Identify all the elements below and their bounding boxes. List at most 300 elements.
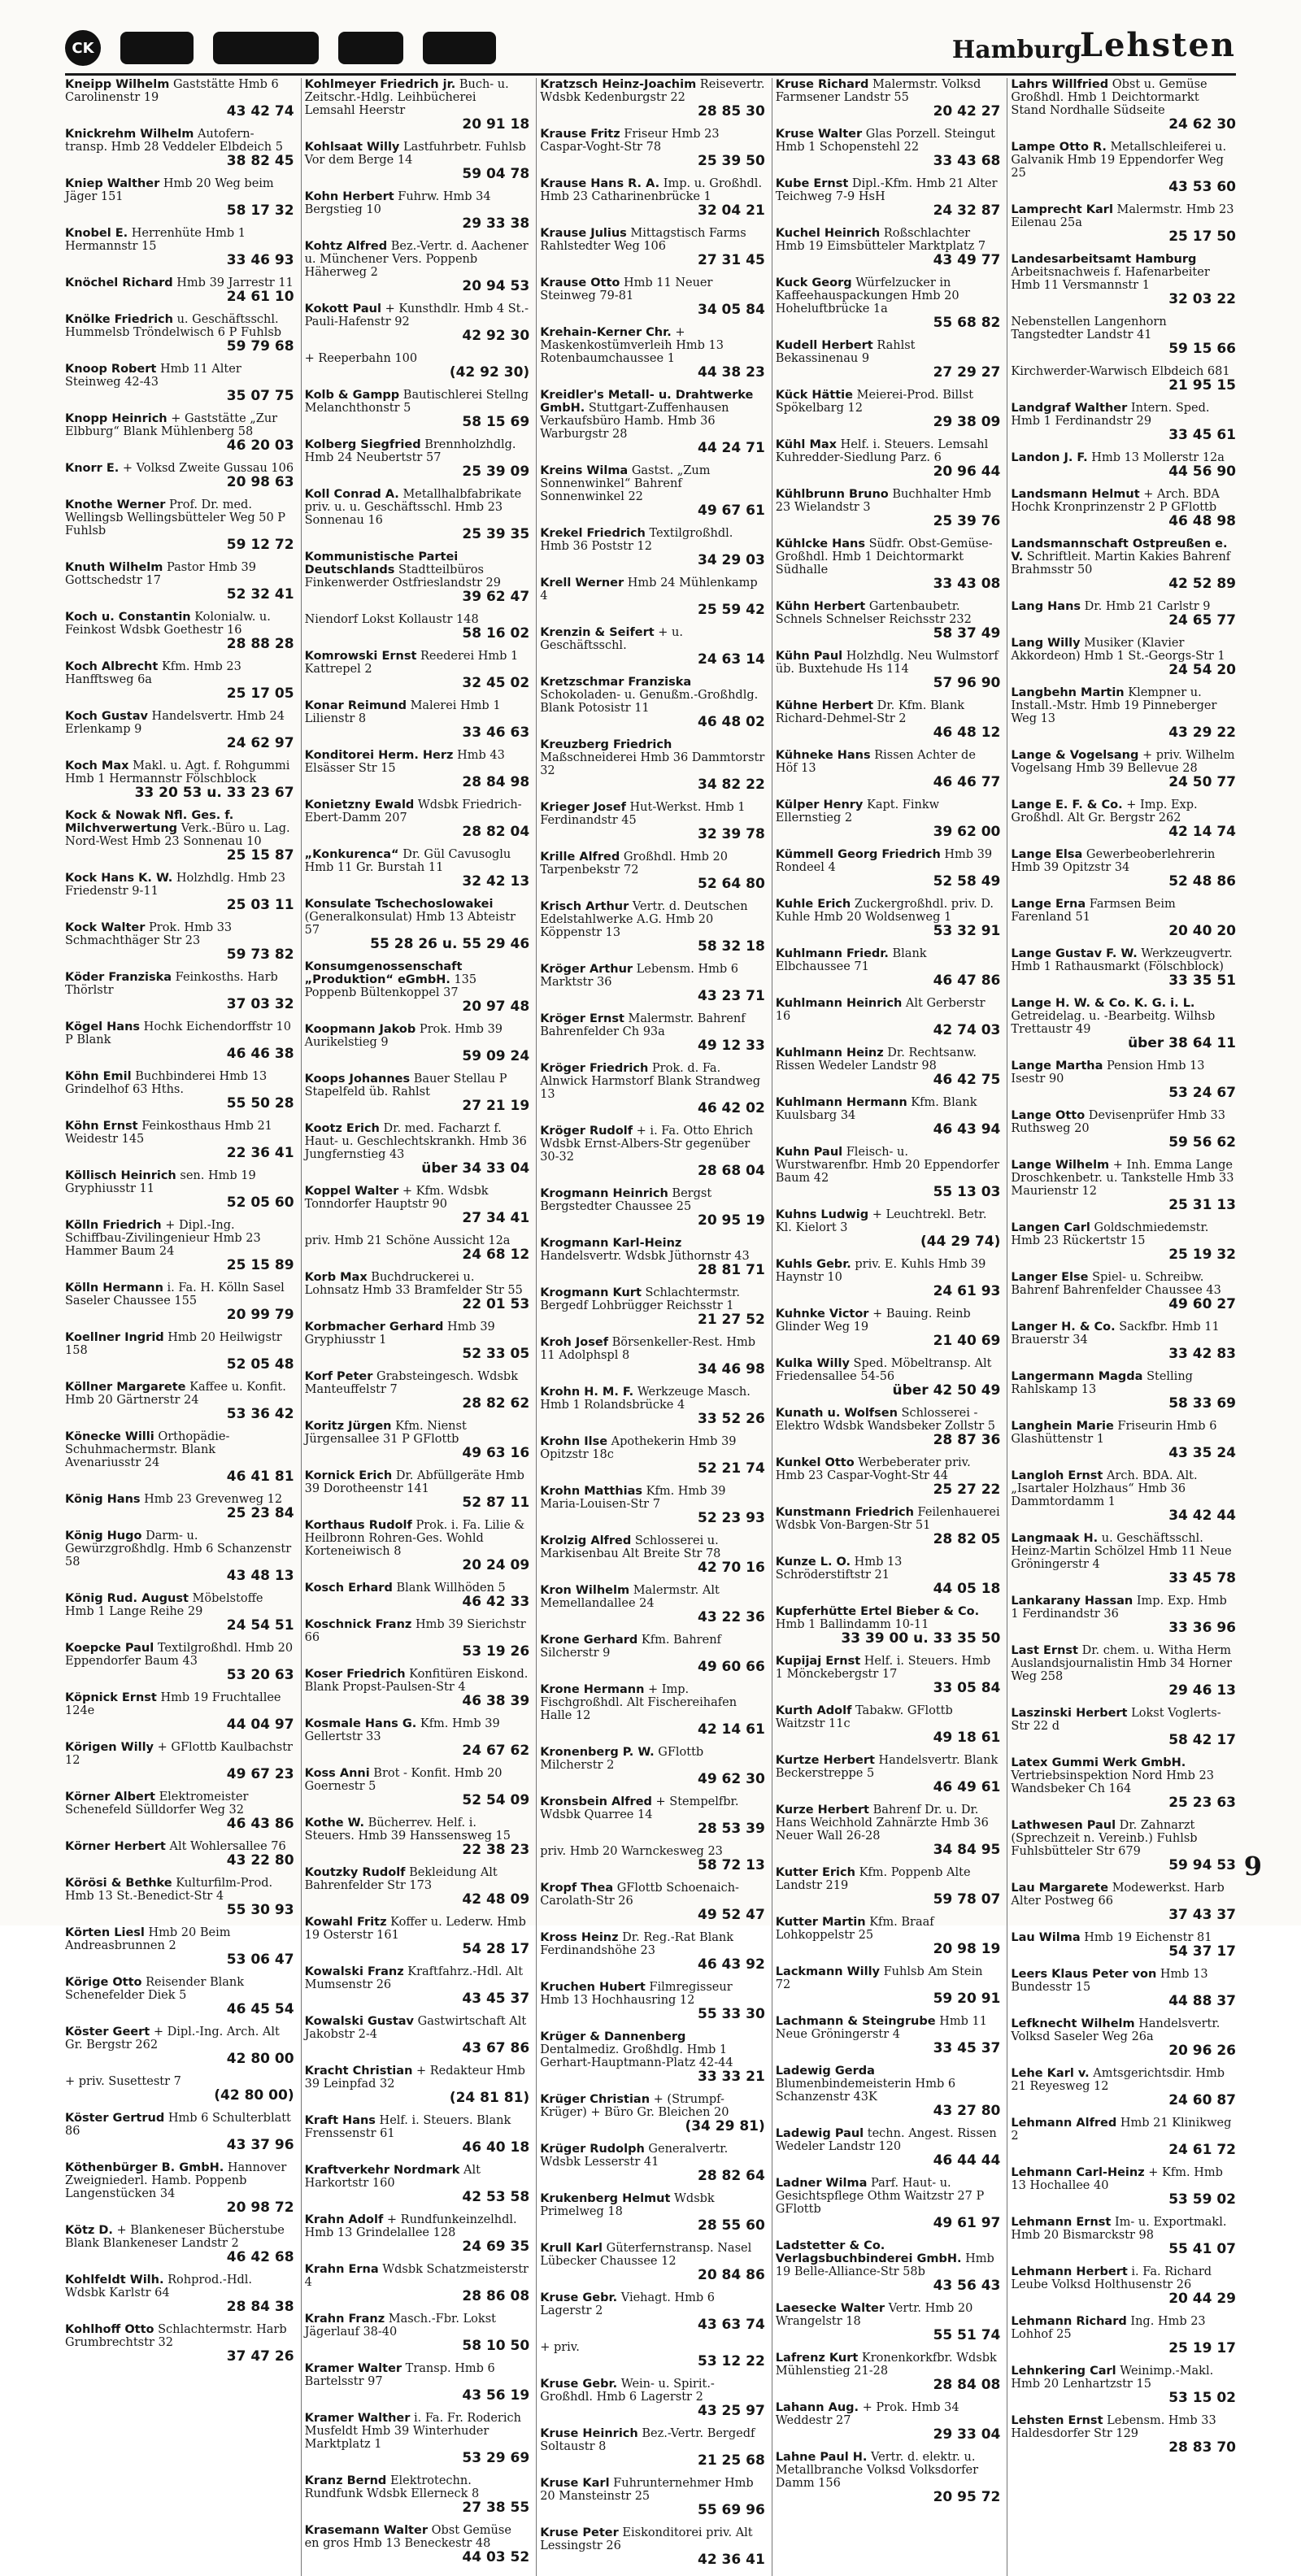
entry-detail: i. Fa. Fr. Roderich Musfeldt Hmb 39 Winterhuder Marktplatz 1: [304, 2412, 521, 2451]
entry-detail: Kfm. Nienst Jürgensallee 31 P GFlottb: [304, 1420, 467, 1446]
entry-phone: 46 43 94: [933, 1121, 1001, 1138]
entry-detail: Lebensm. Hmb 33 Haldesdorfer Str 129: [1011, 2414, 1216, 2440]
entry-detail: Wdsbk Friedrich-Ebert-Damm 207: [304, 798, 522, 825]
entry-phone: 53 24 67: [1168, 1085, 1236, 1101]
entry-detail: Darm- u. Gewürzgroßhdlg. Hmb 6 Schanzenstr 58: [65, 1530, 292, 1569]
directory-entry: [776, 2239, 1001, 2294]
directory-entry: [540, 227, 765, 268]
directory-entry: [1011, 1756, 1236, 1811]
entry-detail: Handelsvertr. Wdsbk Jüthornstr 43: [540, 1250, 750, 1263]
entry-name: Koutzky Rudolf: [304, 1866, 406, 1879]
entry-detail: Sackfbr. Hmb 11 Brauerstr 34: [1011, 1321, 1220, 1347]
entry-name: Lange Otto: [1011, 1109, 1086, 1122]
entry-name: Koops Johannes: [304, 1073, 411, 1086]
entry-phone: 43 23 71: [697, 988, 765, 1004]
entry-phone: 54 28 17: [462, 1941, 530, 1957]
entry-phone: 24 54 51: [226, 1617, 294, 1634]
directory-entry: [776, 1655, 1001, 1696]
entry-name: Landon J. F.: [1011, 451, 1088, 464]
entry-detail: + Reeperbahn 100: [304, 352, 418, 365]
entry-name: Koritz Jürgen: [304, 1420, 392, 1433]
directory-entry: [540, 1435, 765, 1477]
entry-phone: 43 56 19: [462, 2387, 530, 2404]
entry-phone: 28 82 64: [697, 2168, 765, 2184]
entry-name: Konsulate Tschechoslowakei: [304, 898, 494, 911]
entry-phone: 33 46 63: [462, 724, 530, 741]
directory-entry: [1011, 2216, 1236, 2257]
entry-phone: 42 48 09: [462, 1891, 530, 1908]
entry-phone: 52 05 48: [226, 1356, 294, 1373]
directory-entry: [540, 2093, 765, 2134]
entry-detail: Schlosserei - Elektro Wdsbk Wandsbeker Zollstr 5: [775, 1407, 996, 1433]
entry-name: Korb Max: [304, 1271, 368, 1284]
entry-name: Lahann Aug.: [775, 2401, 859, 2414]
entry-detail: Generalvertr. Wdsbk Lesserstr 41: [540, 2143, 729, 2169]
entry-phone: 46 47 86: [933, 973, 1001, 989]
entry-phone: 33 33 21: [697, 2069, 765, 2085]
entry-phone: 58 42 17: [1168, 1732, 1236, 1748]
directory-entry: [540, 1584, 765, 1625]
entry-phone: 52 48 86: [1168, 873, 1236, 890]
directory-entry: [540, 177, 765, 219]
entry-phone: 25 59 42: [697, 602, 765, 618]
entry-phone: 29 33 38: [462, 215, 530, 232]
entry-name: Kohlfeldt Wilh.: [65, 2274, 164, 2287]
entry-phone: 39 62 47: [462, 589, 530, 605]
entry-phone: 24 68 12: [462, 1247, 530, 1263]
entry-name: Koepcke Paul: [65, 1642, 154, 1655]
entry-phone: 35 07 75: [226, 388, 294, 404]
entry-phone: 46 20 03: [226, 437, 294, 454]
entry-name: Kutter Erich: [775, 1866, 855, 1879]
entry-phone: 43 42 74: [226, 103, 294, 120]
entry-detail: + Maskenkostümverleih Hmb 13 Rotenbaumchaussee 1: [540, 326, 724, 365]
entry-name: Krause Hans R. A.: [540, 177, 660, 190]
directory-entry: [1011, 2067, 1236, 2108]
entry-phone: 20 44 29: [1168, 2291, 1236, 2307]
entry-detail: Alt Wohlersallee 76: [169, 1840, 286, 1853]
entry-phone: 24 61 93: [933, 1283, 1001, 1299]
directory-entry: [1011, 1469, 1236, 1524]
entry-name: Kreuzberg Friedrich: [540, 738, 672, 751]
entry-name: Krohn H. M. F.: [540, 1386, 634, 1399]
entry-detail: Konfitüren Eiskond. Blank Propst-Paulsen-Str 4: [304, 1668, 529, 1694]
directory-entry: [540, 2143, 765, 2184]
entry-detail: Dentalmediz. Großhdlg. Hmb 1 Gerhart-Hauptmann-Platz 42-44: [540, 2043, 733, 2069]
entry-phone: 44 56 90: [1168, 463, 1236, 480]
entry-name: Kruse Walter: [775, 128, 863, 141]
directory-entry: [1011, 1271, 1236, 1312]
entry-detail: Imp. Exp. Hmb 1 Ferdinandstr 36: [1011, 1595, 1227, 1621]
entry-name: Kudell Herbert: [775, 339, 873, 352]
entry-phone: 34 29 03: [697, 552, 765, 568]
entry-detail: Rissen Achter de Höf 13: [775, 749, 976, 775]
entry-name: Köster Gertrud: [65, 2112, 165, 2125]
entry-detail: Dr. Hmb 21 Carlstr 9: [1084, 600, 1211, 613]
entry-detail: Masch.-Fbr. Lokst Jägerlauf 38-40: [304, 2313, 496, 2339]
entry-phone: 28 84 08: [933, 2377, 1001, 2393]
entry-phone: 38 82 45: [226, 153, 294, 169]
directory-entry: [1011, 1221, 1236, 1263]
entry-name: Kock Hans K. W.: [65, 872, 173, 885]
entry-phone: 42 74 03: [933, 1022, 1001, 1038]
directory-entry: [65, 128, 294, 169]
directory-entry: [65, 921, 294, 963]
entry-detail: + Kfm. Wdsbk Tonndorfer Hauptstr 90: [304, 1185, 489, 1211]
entry-detail: priv. Hmb 20 Warnckesweg 23: [540, 1845, 723, 1858]
directory-entry: [1011, 798, 1236, 840]
entry-detail: Mittagstisch Farms Rahlstedter Weg 106: [540, 227, 746, 253]
entry-name: Krahn Franz: [304, 2313, 385, 2326]
entry-phone: 28 68 04: [697, 1163, 765, 1179]
entry-detail: Dr. Zahnarzt (Sprechzeit n. Vereinb.) Fuhlsb Fuhlsbütteler Str 679: [1011, 1819, 1198, 1858]
entry-name: Kümmell Georg Friedrich: [775, 848, 941, 861]
entry-detail: Alt Harkortstr 160: [304, 2164, 481, 2190]
directory-entry: [65, 2075, 294, 2104]
entry-name: Korbmacher Gerhard: [304, 1321, 444, 1334]
entry-detail: Rohprod.-Hdl. Wdsbk Karlstr 64: [65, 2274, 252, 2300]
entry-detail: Hmb 11 Neue Gröningerstr 4: [775, 2015, 987, 2041]
entry-detail: + i. Fa. Otto Ehrich Wdsbk Ernst-Albers-Str gegenüber 30-32: [540, 1125, 754, 1164]
entry-detail: + Dipl.-Ing. Arch. Alt Gr. Bergstr 262: [65, 2026, 280, 2052]
entry-detail: Pension Hmb 13 Isestr 90: [1011, 1060, 1205, 1086]
entry-name: Knölke Friedrich: [65, 313, 173, 326]
entry-name: Kupferhütte Ertel Bieber & Co.: [775, 1605, 980, 1618]
vehicle-icon: [120, 32, 194, 64]
directory-entry: [65, 363, 294, 404]
entry-detail: Gastwirtschaft Alt Jakobstr 2-4: [304, 2015, 527, 2041]
entry-phone: über 38 64 11: [1128, 1035, 1236, 1051]
entry-detail: Wein- u. Spirit.-Großhdl. Hmb 6 Lagerstr 2: [540, 2378, 715, 2404]
directory-entry: [65, 1791, 294, 1832]
entry-phone: 20 91 18: [462, 116, 530, 133]
entry-phone: 59 56 62: [1168, 1134, 1236, 1151]
directory-entry: [776, 798, 1001, 840]
entry-phone: (34 29 81): [685, 2118, 765, 2134]
directory-entry: [65, 561, 294, 603]
entry-detail: Gartenbaubetr. Schnels Schnelser Reichsstr 232: [775, 600, 972, 626]
entry-phone: über 34 33 04: [421, 1160, 530, 1177]
entry-name: Kretzschmar Franziska: [540, 676, 692, 689]
directory-entry: [65, 1381, 294, 1422]
entry-name: Laesecke Walter: [775, 2302, 885, 2315]
directory-entry: [776, 276, 1001, 331]
directory-entry: [305, 1370, 530, 1412]
entry-name: Lankarany Hassan: [1011, 1595, 1133, 1608]
entry-name: Kuhle Erich: [775, 898, 851, 911]
entry-detail: Handelsvertr. Hmb 24 Erlenkamp 9: [65, 710, 285, 736]
entry-detail: Fuhrw. Hmb 34 Bergstieg 10: [304, 190, 491, 216]
entry-phone: 25 31 13: [1168, 1197, 1236, 1213]
entry-phone: 28 84 38: [226, 2299, 294, 2315]
entry-name: Landgraf Walther: [1011, 402, 1128, 415]
directory-entry: [1011, 1644, 1236, 1699]
directory-entry: [305, 240, 530, 294]
directory-entry: [1011, 1060, 1236, 1101]
directory-entry: [776, 1096, 1001, 1138]
entry-detail: Dr. med. Facharzt f. Haut- u. Geschlechtskrankh. Hmb 36 Jungfernstieg 43: [304, 1122, 527, 1161]
entry-detail: Hmb 11 Alter Steinweg 42-43: [65, 363, 241, 389]
entry-phone: 49 12 33: [697, 1038, 765, 1054]
entry-detail: Bekleidung Alt Bahrenfelder Str 173: [304, 1866, 498, 1892]
entry-detail: Makl. u. Agt. f. Rohgummi Hmb 1 Hermannstr Fölschblock: [65, 759, 290, 785]
directory-entry: [65, 177, 294, 219]
entry-phone: 20 98 63: [226, 474, 294, 490]
entry-name: Krolzig Alfred: [540, 1534, 632, 1547]
entry-name: Langloh Ernst: [1011, 1469, 1103, 1482]
directory-entry: [65, 809, 294, 864]
entry-phone: 32 04 21: [697, 202, 765, 219]
directory-entry: [1011, 1707, 1236, 1748]
entry-phone: 21 27 52: [697, 1312, 765, 1328]
entry-phone: 34 46 98: [697, 1361, 765, 1377]
entry-phone: 59 09 24: [462, 1048, 530, 1064]
directory-entry: [776, 2065, 1001, 2119]
entry-detail: Fleisch- u. Wurstwarenfbr. Hmb 20 Eppendorfer Baum 42: [775, 1146, 999, 1185]
entry-detail: Kulturfilm-Prod. Hmb 13 St.-Benedict-Str 4: [65, 1877, 273, 1903]
entry-phone: 55 50 28: [226, 1095, 294, 1112]
directory-entry: [540, 1882, 765, 1923]
entry-name: Kracht Christian: [304, 2065, 413, 2078]
directory-entry: [776, 2352, 1001, 2393]
entry-detail: Prof. Dr. med. Wellingsb Wellingsbütteler Weg 50 P Fuhlsb: [65, 498, 286, 537]
directory-entry: [540, 1845, 765, 1873]
entry-phone: 21 40 69: [933, 1333, 1001, 1349]
directory-entry: [65, 2274, 294, 2315]
entry-phone: 28 81 71: [697, 1262, 765, 1278]
entry-name: Lehmann Richard: [1011, 2315, 1127, 2328]
entry-phone: 20 96 44: [933, 463, 1001, 480]
directory-entry: [65, 78, 294, 120]
entry-name: Kuhlmann Hermann: [775, 1096, 907, 1109]
entry-name: Kraft Hans: [304, 2114, 376, 2127]
entry-detail: Hmb 23 Grevenweg 12: [144, 1493, 283, 1506]
entry-detail: Hmb 39 Jarrestr 11: [176, 276, 294, 289]
directory-entry: [540, 1931, 765, 1973]
directory-entry: [305, 2263, 530, 2304]
entry-name: Köhn Ernst: [65, 1120, 138, 1133]
entry-phone: 55 69 96: [697, 2502, 765, 2518]
entry-name: Kühne Herbert: [775, 699, 874, 712]
entry-detail: Transp. Hmb 6 Bartelsstr 97: [304, 2362, 495, 2388]
entry-name: Koll Conrad A.: [304, 488, 399, 501]
entry-name: Korthaus Rudolf: [304, 1519, 412, 1532]
entry-detail: Holzhdlg. Hmb 23 Friedenstr 9-11: [65, 872, 286, 898]
entry-phone: 58 32 18: [697, 938, 765, 955]
entry-phone: 46 41 81: [226, 1469, 294, 1485]
entry-detail: + priv.: [540, 2341, 580, 2354]
directory-entry: [540, 676, 765, 730]
entry-detail: Prok. Hmb 33 Schmachthäger Str 23: [65, 921, 233, 947]
entry-detail: Gastst. „Zum Sonnenwinkel“ Bahrenf Sonnenwinkel 22: [540, 464, 711, 503]
entry-phone: 58 33 69: [1168, 1395, 1236, 1412]
entry-name: Kropf Thea: [540, 1882, 614, 1895]
entry-phone: 20 98 19: [933, 1941, 1001, 1957]
entry-detail: Buchhalter Hmb 23 Wielandstr 3: [775, 488, 992, 514]
entry-name: Kronenberg P. W.: [540, 1746, 655, 1759]
directory-entry: [540, 1795, 765, 1837]
entry-detail: Hmb 13 Mollerstr 12a: [1091, 451, 1225, 464]
entry-phone: 20 95 19: [697, 1212, 765, 1229]
directory-entry: [65, 227, 294, 268]
entry-phone: 59 15 66: [1168, 341, 1236, 357]
entry-detail: Südfr. Obst-Gemüse-Großhdl. Hmb 1 Deichtormarkt Südhalle: [775, 537, 993, 577]
entry-detail: Wdsbk Schatzmeisterstr 4: [304, 2263, 529, 2289]
entry-phone: (44 29 74): [920, 1234, 1001, 1250]
entry-name: Lange Martha: [1011, 1060, 1103, 1073]
entry-name: Kommunistische Partei Deutschlands: [304, 550, 459, 577]
entry-name: Kölln Hermann: [65, 1281, 163, 1295]
entry-phone: 25 39 09: [462, 463, 530, 480]
entry-name: Krieger Josef: [540, 801, 626, 814]
entry-name: Langer H. & Co.: [1011, 1321, 1116, 1334]
entry-phone: 24 67 62: [462, 1743, 530, 1759]
directory-entry: [776, 1754, 1001, 1795]
entry-name: Koch u. Constantin: [65, 611, 191, 624]
entry-phone: 28 55 60: [697, 2217, 765, 2234]
directory-entry: [540, 2427, 765, 2469]
entry-detail: + Imp. Fischgroßhdl. Alt Fischereihafen Halle 12: [540, 1683, 738, 1722]
entry-detail: Amtsgerichtsdir. Hmb 21 Reyesweg 12: [1011, 2067, 1225, 2093]
entry-name: Lange Elsa: [1011, 848, 1083, 861]
entry-detail: i. Fa. Richard Leube Volksd Holthusenstr 26: [1011, 2265, 1212, 2291]
entry-detail: Modewerkst. Harb Alter Postweg 66: [1011, 1882, 1225, 1908]
entry-phone: 53 20 63: [226, 1667, 294, 1683]
entry-phone: 46 43 86: [226, 1816, 294, 1832]
entry-detail: Lebensm. Hmb 6 Marktstr 36: [540, 963, 739, 989]
entry-phone: 25 15 89: [226, 1257, 294, 1273]
directory-entry: [1011, 2017, 1236, 2059]
entry-detail: Schriftleit. Martin Kakies Bahrenf Brahmsstr 50: [1011, 550, 1231, 577]
entry-name: Kurth Adolf: [775, 1704, 852, 1717]
entry-phone: 46 40 18: [462, 2139, 530, 2156]
directory-entry: [305, 1582, 530, 1610]
entry-detail: Hmb 43 Elsässer Str 15: [304, 749, 505, 775]
entry-name: Kühn Herbert: [775, 600, 866, 613]
entry-phone: 42 80 00: [226, 2051, 294, 2067]
entry-detail: + Rundfunkeinzelhdl. Hmb 13 Grindelallee 128: [304, 2213, 517, 2239]
entry-name: Kolberg Siegfried: [304, 438, 421, 451]
entry-name: Kraftverkehr Nordmark: [304, 2164, 460, 2177]
entry-name: Lackmann Willy: [775, 1965, 881, 1978]
entry-phone: 58 37 49: [933, 625, 1001, 642]
entry-name: Kunze L. O.: [775, 1556, 851, 1569]
entry-phone: 42 52 89: [1168, 576, 1236, 592]
directory-entry: [1011, 1321, 1236, 1362]
directory-entry: [1011, 537, 1236, 592]
entry-phone: 43 56 43: [933, 2278, 1001, 2294]
directory-entry: [776, 227, 1001, 268]
entry-name: Kock Walter: [65, 921, 146, 934]
directory-entry: [540, 2242, 765, 2283]
entry-detail: Hmb 20 Heilwigstr 158: [65, 1331, 282, 1357]
entry-detail: Hmb 39 Rondeel 4: [775, 848, 993, 874]
entry-phone: 46 46 38: [226, 1046, 294, 1062]
entry-detail: Hochk Eichendorffstr 10 P Blank: [65, 1020, 292, 1046]
entry-name: Koss Anni: [304, 1767, 370, 1780]
entry-phone: 24 65 77: [1168, 612, 1236, 629]
entry-phone: 33 39 00 u. 33 35 50: [841, 1630, 1001, 1647]
entry-phone: 44 38 23: [697, 364, 765, 381]
directory-entry: [1011, 1532, 1236, 1586]
entry-name: Kötz D.: [65, 2224, 113, 2237]
entry-detail: Möbelstoffe Hmb 1 Lange Reihe 29: [65, 1592, 263, 1618]
entry-detail: Farmsen Beim Farenland 51: [1011, 898, 1176, 924]
entry-detail: Getreidelag. u. -Bearbeitg. Wilhsb Trettaustr 49: [1011, 1010, 1216, 1036]
entry-name: Könecke Willi: [65, 1430, 154, 1443]
entry-phone: 25 17 50: [1168, 228, 1236, 245]
directory-entry: [540, 2030, 765, 2085]
entry-detail: Großhdl. Hmb 20 Tarpenbekstr 72: [540, 851, 728, 877]
directory-entry: [65, 2161, 294, 2216]
directory-entry: [540, 1534, 765, 1576]
entry-name: Ladewig Gerda: [775, 2065, 875, 2078]
entry-detail: Hmb 20 Beim Andreasbrunnen 2: [65, 1926, 231, 1952]
entry-detail: Viehagt. Hmb 6 Lagerstr 2: [540, 2291, 715, 2317]
entry-detail: Malermstr. Volksd Farmsener Landstr 55: [775, 78, 981, 104]
entry-detail: Buchdruckerei u. Lohnsatz Hmb 33 Bramfelder Str 55: [304, 1271, 523, 1297]
entry-name: Krüger Christian: [540, 2093, 650, 2106]
entry-phone: 43 27 80: [933, 2103, 1001, 2119]
directory-entry: [1011, 2265, 1236, 2307]
entry-phone: 49 67 61: [697, 503, 765, 519]
entry-detail: Reisender Blank Schenefelder Diek 5: [65, 1976, 245, 2002]
entry-phone: 24 32 87: [933, 202, 1001, 219]
directory-entry: [305, 389, 530, 430]
entry-phone: 34 42 44: [1168, 1508, 1236, 1524]
directory-entry: [540, 2378, 765, 2419]
directory-entry: [65, 1169, 294, 1211]
entry-detail: Pastor Hmb 39 Gottschedstr 17: [65, 561, 256, 587]
directory-entry: [540, 1286, 765, 1328]
entry-detail: Bahrenf Dr. u. Dr. Hans Weichhold Zahnärzte Hmb 36 Neuer Wall 26-28: [775, 1804, 989, 1843]
entry-detail: Stuttgart-Zuffenhausen Verkaufsbüro Hamb. Hmb 36 Warburgstr 28: [540, 402, 729, 441]
entry-detail: Hmb 24 Mühlenkamp 4: [540, 577, 758, 603]
directory-entry: [540, 389, 765, 456]
entry-name: Kurze Herbert: [775, 1804, 869, 1817]
entry-name: Koschnick Franz: [304, 1618, 412, 1631]
directory-entry: [540, 2477, 765, 2518]
entry-phone: 28 82 04: [462, 824, 530, 840]
directory-entry: [540, 1336, 765, 1377]
directory-entry: [65, 2224, 294, 2265]
directory-entry: [305, 2313, 530, 2354]
entry-phone: 20 95 72: [933, 2489, 1001, 2505]
entry-phone: 25 39 35: [462, 526, 530, 542]
entry-detail: Rahlst Bekassinenau 9: [775, 339, 916, 365]
entry-phone: 52 21 74: [697, 1460, 765, 1477]
entry-detail: Textilgroßhdl. Hmb 20 Eppendorfer Baum 43: [65, 1642, 294, 1668]
directory-entry: [776, 1146, 1001, 1200]
entry-detail: Schlachtermstr. Bergedf Lohbrügger Reichsstr 1: [540, 1286, 740, 1312]
entry-name: Kranz Bernd: [304, 2474, 387, 2487]
entry-name: Kratzsch Heinz-Joachim: [540, 78, 697, 91]
entry-name: Kühlbrunn Bruno: [775, 488, 889, 501]
entry-phone: 33 45 78: [1168, 1570, 1236, 1586]
entry-phone: 46 49 61: [933, 1779, 1001, 1795]
entry-phone: 46 48 12: [933, 724, 1001, 741]
entry-name: Ladstetter & Co. Verlagsbuchbinderei GmbH.: [775, 2239, 962, 2265]
entry-detail: Prok. d. Fa. Alnwick Harmstorf Blank Strandweg 13: [540, 1062, 760, 1101]
entry-name: Konditorei Herm. Herz: [304, 749, 454, 762]
directory-entry: [1011, 203, 1236, 245]
directory-entry: [776, 1704, 1001, 1746]
entry-phone: 49 63 16: [462, 1445, 530, 1461]
directory-entry: [540, 1125, 765, 1179]
directory-entry: [1011, 402, 1236, 443]
entry-detail: priv. Hmb 21 Schöne Aussicht 12a: [304, 1234, 511, 1247]
entry-name: Lange Erna: [1011, 898, 1086, 911]
